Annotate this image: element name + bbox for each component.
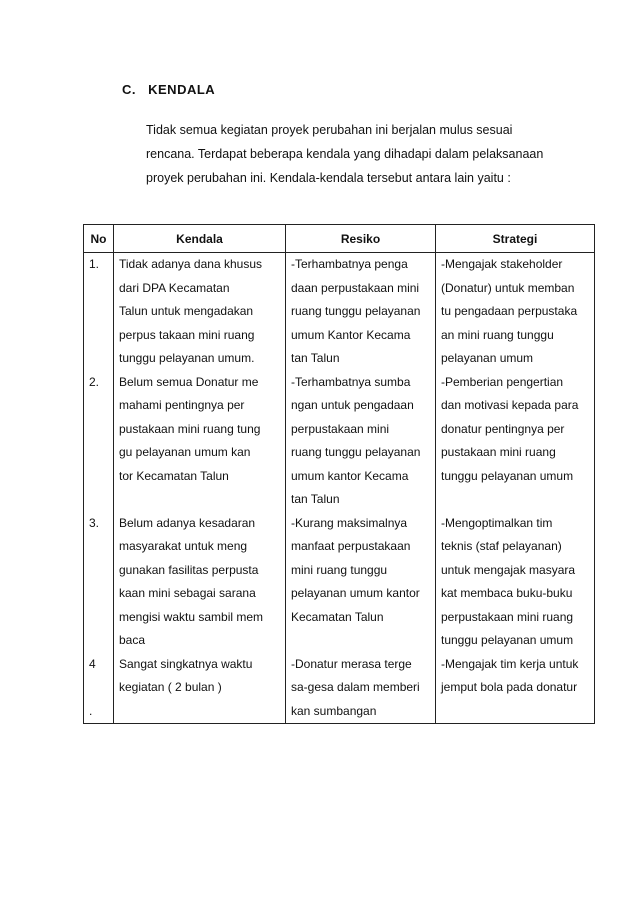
cell-line: pelayanan umum kantor: [291, 586, 420, 600]
cell-line: tan Talun: [291, 351, 340, 365]
cell-line: mengisi waktu sambil mem: [119, 609, 264, 624]
cell-line: jemput bola pada donatur: [441, 680, 578, 694]
cell-line: manfaat perpustakaan: [291, 539, 411, 553]
cell-line: ruang tunggu pelayanan: [291, 445, 421, 459]
cell-line: tunggu pelayanan umum: [441, 468, 574, 483]
cell-line: -Terhambatnya sumba: [291, 374, 411, 389]
table-row: [84, 371, 595, 512]
cell-line: donatur pentingnya per: [441, 421, 565, 436]
cell-line: pelayanan umum: [441, 351, 534, 365]
kendala-table: [83, 224, 595, 724]
intro-line: rencana. Terdapat beberapa kendala yang dihadapi dalam pelaksanaan: [146, 147, 544, 161]
cell-line: perpus takaan mini ruang: [119, 327, 255, 342]
cell-kendala: [114, 512, 286, 653]
cell-line: masyarakat untuk meng: [119, 539, 248, 553]
cell-line: -Mengoptimalkan tim: [441, 515, 553, 530]
cell-strategi: [436, 512, 595, 653]
cell-line: perpustakaan mini: [291, 421, 390, 436]
cell-line: Kecamatan Talun: [291, 609, 384, 624]
table-row: [84, 653, 595, 724]
header-resiko: Resiko: [286, 225, 436, 253]
cell-line: mahami pentingnya per: [119, 398, 245, 412]
cell-line: -Mengajak tim kerja untuk: [441, 656, 579, 671]
cell-line: teknis (staf pelayanan): [441, 539, 562, 553]
cell-line: gunakan fasilitas perpusta: [119, 562, 259, 577]
cell-line: an mini ruang tunggu: [441, 327, 554, 342]
header-no: No: [84, 225, 114, 253]
cell-kendala: [114, 371, 286, 512]
cell-line: umum Kantor Kecama: [291, 327, 411, 342]
table-body: [84, 253, 595, 724]
cell-line: 3.: [89, 515, 100, 530]
cell-line: tunggu pelayanan umum.: [119, 351, 255, 365]
cell-line: kegiatan ( 2 bulan ): [119, 680, 222, 694]
cell-line: pustakaan mini ruang: [441, 445, 556, 459]
table-row: [84, 253, 595, 371]
cell-line: mini ruang tunggu: [291, 562, 388, 577]
cell-line: tan Talun: [291, 492, 340, 506]
cell-line: 1.: [89, 257, 100, 271]
intro-line: proyek perubahan ini. Kendala-kendala tersebut antara lain yaitu :: [146, 171, 511, 185]
cell-kendala: [114, 653, 286, 724]
cell-strategi: [436, 371, 595, 512]
cell-line: umum kantor Kecama: [291, 468, 409, 483]
cell-line: Talun untuk mengadakan: [119, 304, 254, 318]
intro-paragraph: [146, 118, 564, 190]
cell-resiko: [286, 371, 436, 512]
cell-line: untuk mengajak masyara: [441, 562, 576, 577]
cell-line: gu pelayanan umum kan: [119, 445, 251, 459]
cell-line: perpustakaan mini ruang: [441, 609, 574, 624]
cell-line: 4: [89, 656, 96, 671]
cell-resiko: [286, 653, 436, 724]
header-strategi: Strategi: [436, 225, 595, 253]
cell-kendala: [114, 253, 286, 371]
intro-line: Tidak semua kegiatan proyek perubahan ini berjalan mulus sesuai: [146, 123, 513, 137]
cell-line: pustakaan mini ruang tung: [119, 421, 261, 436]
cell-no: [84, 512, 114, 653]
cell-line: tor Kecamatan Talun: [119, 468, 229, 483]
cell-strategi: [436, 653, 595, 724]
cell-line: daan perpustakaan mini: [291, 280, 420, 295]
section-heading: [122, 82, 215, 97]
section-title: KENDALA: [148, 82, 216, 97]
cell-line: Sangat singkatnya waktu: [119, 656, 253, 671]
cell-line: -Donatur merasa terge: [291, 656, 412, 671]
table-row: [84, 512, 595, 653]
cell-no: [84, 653, 114, 724]
cell-line: (Donatur) untuk memban: [441, 280, 575, 295]
cell-line: ruang tunggu pelayanan: [291, 304, 421, 318]
cell-resiko: [286, 253, 436, 371]
cell-line: kan sumbangan: [291, 703, 377, 718]
cell-line: Belum adanya kesadaran: [119, 515, 256, 530]
cell-line: -Mengajak stakeholder: [441, 257, 563, 271]
cell-line: -Kurang maksimalnya: [291, 515, 408, 530]
cell-line: dan motivasi kepada para: [441, 398, 579, 412]
cell-line: baca: [119, 633, 146, 647]
section-number: C.: [122, 82, 136, 97]
header-kendala: Kendala: [114, 225, 286, 253]
table-header-row: [84, 225, 595, 253]
cell-strategi: [436, 253, 595, 371]
cell-line: sa-gesa dalam memberi: [291, 680, 420, 694]
cell-resiko: [286, 512, 436, 653]
cell-line: -Terhambatnya penga: [291, 257, 408, 271]
cell-line: tu pengadaan perpustaka: [441, 304, 578, 318]
cell-line: tunggu pelayanan umum: [441, 633, 574, 647]
cell-line: -Pemberian pengertian: [441, 374, 564, 389]
cell-line: kaan mini sebagai sarana: [119, 586, 256, 600]
cell-line: dari DPA Kecamatan: [119, 280, 230, 295]
cell-line: ngan untuk pengadaan: [291, 398, 414, 412]
cell-line: Belum semua Donatur me: [119, 374, 259, 389]
cell-line: Tidak adanya dana khusus: [119, 257, 262, 271]
cell-line: 2.: [89, 374, 100, 389]
cell-line: [89, 676, 108, 700]
cell-no: [84, 253, 114, 371]
cell-line: .: [89, 703, 93, 718]
cell-line: kat membaca buku-buku: [441, 586, 573, 600]
cell-no: [84, 371, 114, 512]
